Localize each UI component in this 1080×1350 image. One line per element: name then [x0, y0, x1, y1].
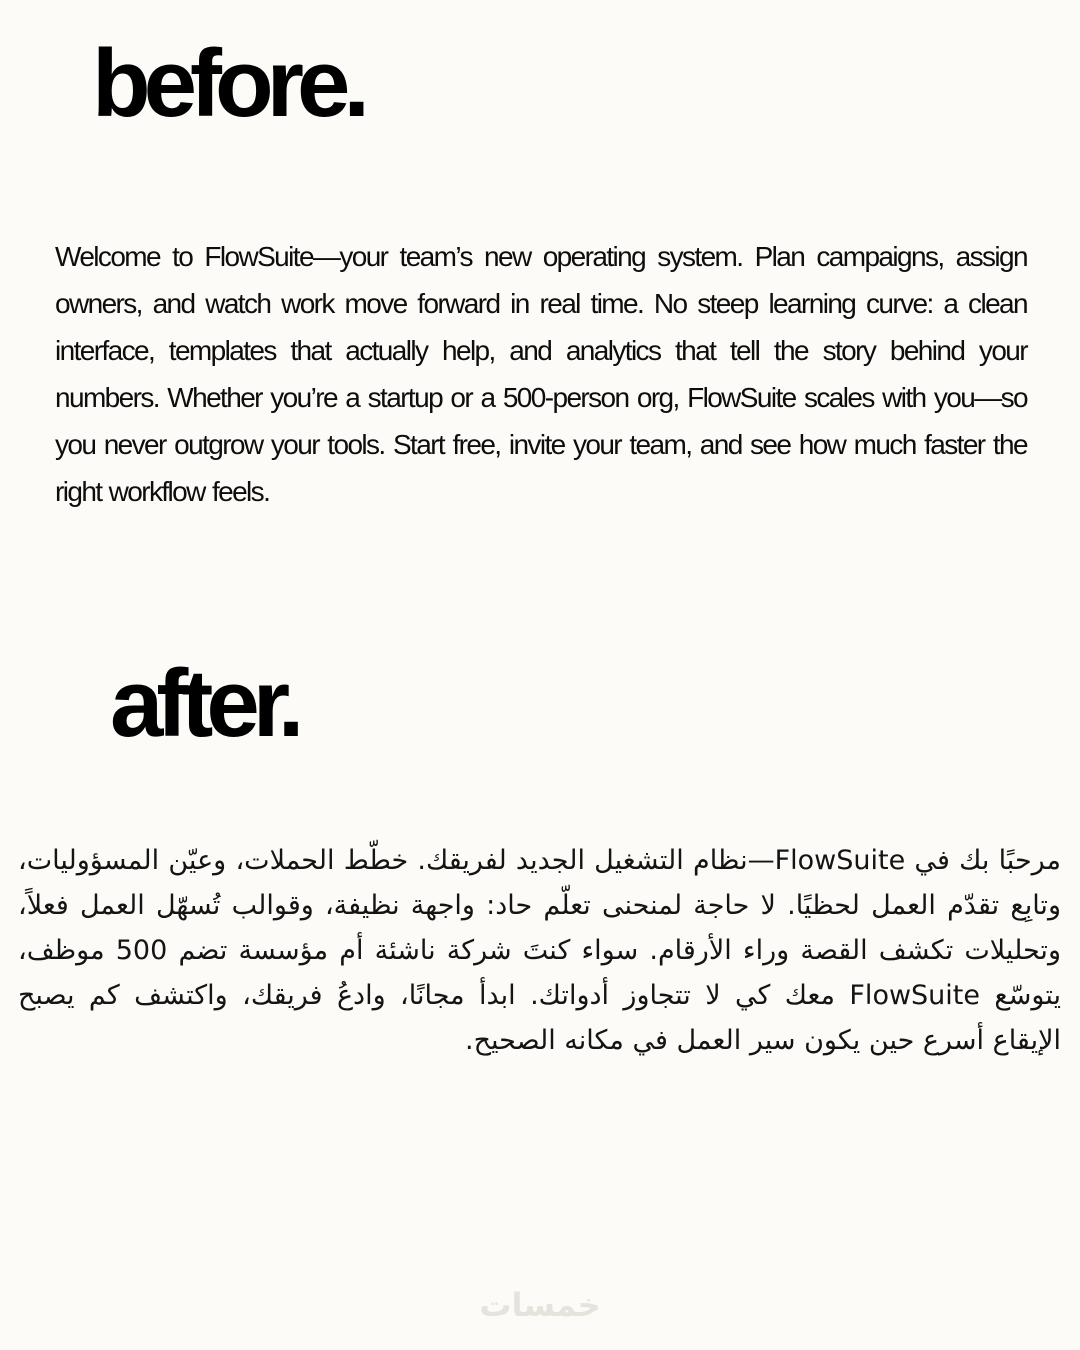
after-heading: after.	[110, 650, 298, 757]
before-heading: before.	[92, 30, 364, 137]
arabic-paragraph: مرحبًا بك في FlowSuite—نظام التشغيل الجديد لفريقك. خطّط الحملات، وعيّن المسؤوليات، وتابِع تقدّم العمل لحظيًا. لا حاجة لمنحنى تعلّم حاد: واجهة نظيفة، وقوالب تُسهّل العمل فعلاً، وتحليلات تكشف القصة وراء الأرقام. سواء كنتَ شركة ناشئة أم مؤسسة تضم 500 موظف، يتوسّع FlowSuite معك كي لا تتجاوز أدواتك. ابدأ مجانًا، وادعُ فريقك، واكتشف كم يصبح الإيقاع أسرع حين يكون سير العمل في مكانه الصحيح.	[18, 845, 1062, 1056]
watermark-logo: خمسات	[479, 1286, 601, 1324]
english-paragraph: Welcome to FlowSuite—your team’s new operating system. Plan campaigns, assign owners, and watch work move forward in real time. No steep learning curve: a clean interface, templates that actually help, and analytics that tell the story behind your numbers. Whether you’re a startup or a 500-person org, FlowSuite scales with you—so you never outgrow your tools. Start free, invite your team, and see how much faster the right workflow feels.	[55, 241, 1027, 507]
